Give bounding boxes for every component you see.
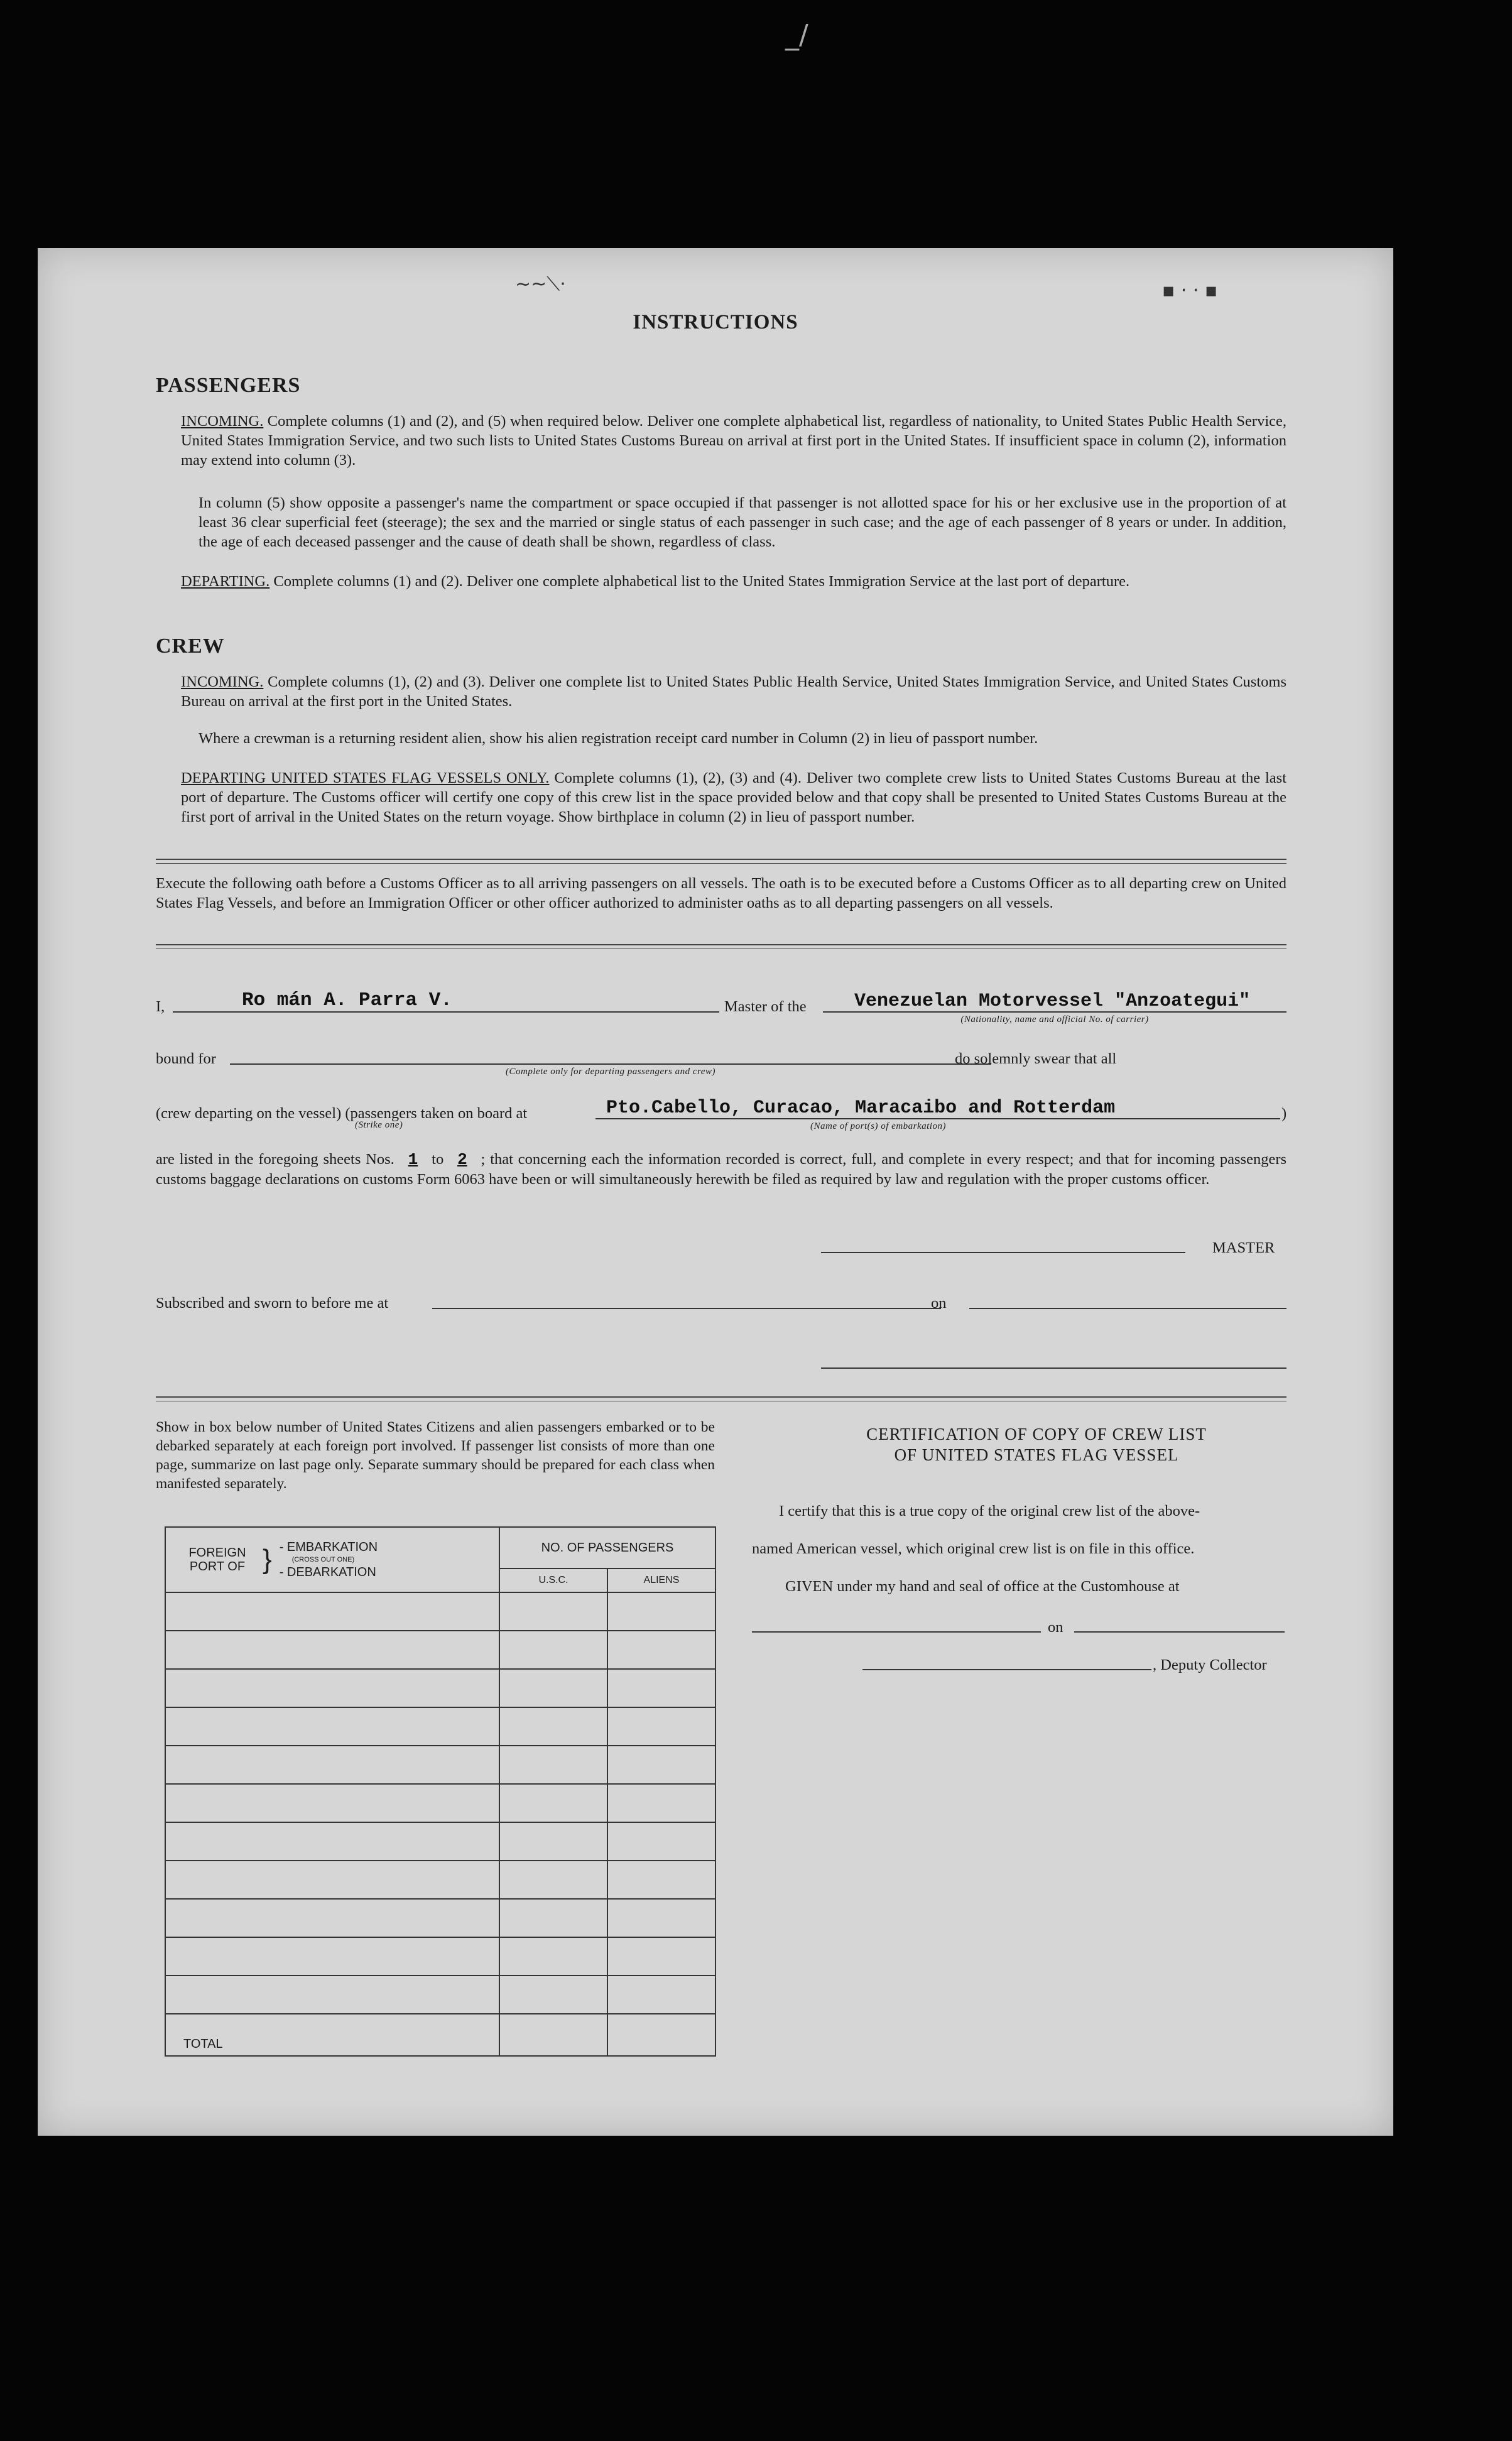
table-row: [165, 1592, 715, 1631]
pen-scribble: ∼~⟍·: [515, 273, 566, 295]
port-cell[interactable]: [165, 1784, 499, 1822]
passenger-summary-table: [165, 1526, 716, 2057]
usc-cell[interactable]: [499, 1746, 607, 1784]
port-cell[interactable]: [165, 1899, 499, 1937]
ports-caption: (Name of port(s) of embarkation): [810, 1121, 946, 1131]
aliens-cell[interactable]: [607, 1822, 715, 1861]
port-cell[interactable]: [165, 1861, 499, 1899]
listed-sheets: [156, 1150, 1286, 1189]
subscribed-date-line: [969, 1308, 1286, 1309]
table-row: [165, 1937, 715, 1976]
cross-out-label: (CROSS OUT ONE): [291, 1556, 355, 1563]
passengers-departing-label: DEPARTING.: [181, 573, 270, 590]
usc-cell[interactable]: [499, 1937, 607, 1976]
port-header: FOREIGN PORT OF: [188, 1546, 246, 1574]
divider-oath: [156, 944, 1286, 949]
master-label: MASTER: [1212, 1239, 1275, 1256]
usc-cell[interactable]: [499, 1784, 607, 1822]
aliens-cell[interactable]: [607, 1669, 715, 1707]
crew-departing: [181, 768, 1286, 827]
table-row: [165, 1669, 715, 1707]
master-name-line: [173, 1011, 719, 1013]
usc-cell[interactable]: [499, 1631, 607, 1669]
scan-mark: _/: [785, 19, 808, 51]
usc-cell[interactable]: [499, 1899, 607, 1937]
crew-incoming-label: INCOMING.: [181, 673, 264, 690]
usc-cell[interactable]: [499, 1592, 607, 1631]
summary-instructions: Show in box below number of United States Citizens and alien passengers embarked or to be debarked separately at each foreign port involved. If passenger list consists of more than one page, summarize on last page only. Separate summary should be prepared for each class when manifested separately.: [156, 1419, 715, 1492]
certification-heading: [779, 1424, 1294, 1465]
ports-close-paren: ): [1281, 1105, 1287, 1122]
subscribed-place-line: [432, 1308, 941, 1309]
port-cell[interactable]: [165, 1746, 499, 1784]
usc-cell[interactable]: [499, 1669, 607, 1707]
swear-label: do solemnly swear that all: [955, 1050, 1117, 1067]
passengers-header: NO. OF PASSENGERS: [499, 1527, 715, 1568]
table-row: [165, 1899, 715, 1937]
crew-returning: Where a crewman is a returning resident alien, show his alien registration receipt card number in Column (2) in lieu of passport number.: [199, 730, 1038, 747]
table-row: [165, 1746, 715, 1784]
sheet-from: 1: [408, 1150, 418, 1169]
table-row: [165, 1707, 715, 1746]
corner-marks: ▪ · · ▪: [1162, 280, 1218, 302]
certification-text1: I certify that this is a true copy of the original crew list of the above-: [779, 1503, 1200, 1520]
brace-icon: }: [263, 1544, 272, 1575]
crew-departing-label: DEPARTING UNITED STATES FLAG VESSELS ONLY.: [181, 769, 550, 786]
page-title: INSTRUCTIONS: [633, 311, 798, 334]
certification-date-line: [1074, 1631, 1285, 1633]
total-label: TOTAL: [165, 2014, 499, 2056]
aliens-cell[interactable]: [607, 1937, 715, 1976]
passengers-column5: In column (5) show opposite a passenger's name the compartment or space occupied if that passenger is not allotted space for his or her exclusive use in the proportion of at least 36 clear superficial feet (steerage); the sex and the married or single status of each passenger in such case; and the age of each passenger of 8 years or under. In addition, the age of each deceased passenger and the cause of death shall be shown, regardless of class.: [199, 494, 1286, 550]
bound-for-label: bound for: [156, 1050, 216, 1067]
subscribed-label: Subscribed and sworn to before me at: [156, 1295, 389, 1312]
crew-heading: CREW: [156, 634, 225, 658]
usc-header: U.S.C.: [499, 1568, 607, 1592]
officer-signature-line: [821, 1367, 1286, 1369]
embarkation-label: - EMBARKATION: [279, 1540, 378, 1554]
passengers-departing-text: Complete columns (1) and (2). Deliver one complete alphabetical list to the United States Immigration Service at the last port of departure.: [273, 573, 1130, 590]
vessel-name: Venezuelan Motorvessel "Anzoategui": [854, 991, 1251, 1012]
port-cell[interactable]: [165, 1707, 499, 1746]
total-row: [165, 2014, 715, 2056]
master-of-label: Master of the: [724, 998, 807, 1015]
crew-departing-text: Complete columns (1), (2), (3) and (4). Deliver two complete crew lists to United States Customs Bureau at the last port of departure. The Customs officer will certify one copy of this crew list in the space provided below and that copy shall be presented to United States Customs Bureau at the first port of arrival in the United States on the return voyage. Show birthplace in column (2) in lieu of passport number.: [181, 769, 1286, 825]
certification-heading-line2: OF UNITED STATES FLAG VESSEL: [894, 1445, 1179, 1464]
passengers-heading: PASSENGERS: [156, 374, 301, 397]
certification-heading-line1: CERTIFICATION OF COPY OF CREW LIST: [866, 1425, 1207, 1443]
passengers-departing: [181, 572, 1286, 591]
crew-departing-label-line: (crew departing on the vessel) (passengers taken on board at: [156, 1105, 528, 1122]
oath-instructions: Execute the following oath before a Customs Officer as to all arriving passengers on all vessels. The oath is to be executed before a Customs Officer as to all departing crew on United States Flag Vessels, and before an Immigration Officer or other officer authorized to administer oaths as to all departing passengers on all vessels.: [156, 875, 1286, 911]
deputy-signature-line: [862, 1669, 1151, 1670]
strike-caption: (Strike one): [355, 1120, 403, 1130]
port-cell[interactable]: [165, 1822, 499, 1861]
port-cell[interactable]: [165, 1937, 499, 1976]
form-page: [38, 248, 1393, 2136]
aliens-header: ALIENS: [607, 1568, 715, 1592]
port-cell[interactable]: [165, 1631, 499, 1669]
usc-cell[interactable]: [499, 1861, 607, 1899]
usc-cell[interactable]: [499, 1976, 607, 2014]
passengers-incoming-text: Complete columns (1) and (2), and (5) when required below. Deliver one complete alphabetical list, regardless of nationality, to United States Public Health Service, United States Immigration Service, and two such lists to United States Customs Bureau on arrival at first port in the United States. If insufficient space in column (2), information may extend into column (3).: [181, 413, 1287, 469]
certification-text3: GIVEN under my hand and seal of office at the Customhouse at: [785, 1578, 1180, 1595]
vessel-caption: (Nationality, name and official No. of carrier): [960, 1014, 1149, 1025]
table-row: [165, 1784, 715, 1822]
port-cell[interactable]: [165, 1592, 499, 1631]
bound-for-line: [230, 1063, 991, 1065]
to-label: to: [432, 1151, 444, 1168]
master-name: Ro mán A. Parra V.: [242, 989, 452, 1011]
table-row: [165, 1861, 715, 1899]
table-row: [165, 1631, 715, 1669]
crew-incoming: [181, 672, 1286, 711]
usc-cell[interactable]: [499, 1707, 607, 1746]
port-header-cell: [165, 1527, 499, 1592]
listed-rest: ; that concerning each the information recorded is correct, full, and complete in every respect; and that for incoming passengers customs baggage declarations on customs Form 6063 have been or will simultaneously herewith be filed as required by law and regulation with the proper customs officer.: [156, 1151, 1287, 1188]
ports-value: Pto.Cabello, Curacao, Maracaibo and Rotterdam: [606, 1097, 1116, 1119]
bound-for-caption: (Complete only for departing passengers and crew): [506, 1067, 715, 1077]
divider-summary: [156, 1396, 1286, 1401]
port-cell[interactable]: [165, 1976, 499, 2014]
deputy-collector-label: , Deputy Collector: [1153, 1656, 1267, 1673]
aliens-cell[interactable]: [607, 1592, 715, 1631]
debarkation-label: - DEBARKATION: [279, 1565, 376, 1579]
table-row: [165, 1822, 715, 1861]
port-cell[interactable]: [165, 1669, 499, 1707]
sheet-to: 2: [457, 1150, 467, 1169]
table-row: [165, 1976, 715, 2014]
certification-text2: named American vessel, which original crew list is on file in this office.: [752, 1540, 1195, 1557]
divider-top: [156, 859, 1286, 864]
aliens-cell[interactable]: [607, 1746, 715, 1784]
passengers-incoming: [181, 411, 1286, 470]
usc-cell[interactable]: [499, 1822, 607, 1861]
total-aliens-cell[interactable]: [607, 2014, 715, 2056]
aliens-cell[interactable]: [607, 1784, 715, 1822]
aliens-cell[interactable]: [607, 1631, 715, 1669]
aliens-cell[interactable]: [607, 1976, 715, 2014]
subscribed-on-label: on: [931, 1295, 947, 1312]
aliens-cell[interactable]: [607, 1899, 715, 1937]
oath-i-label: I,: [156, 998, 165, 1015]
listed-label: are listed in the foregoing sheets Nos.: [156, 1151, 394, 1168]
aliens-cell[interactable]: [607, 1861, 715, 1899]
crew-incoming-text: Complete columns (1), (2) and (3). Deliver one complete list to United States Public Health Service, United States Immigration Service, and United States Customs Bureau on arrival at the first port in the United States.: [181, 673, 1286, 710]
certification-on-label: on: [1048, 1619, 1063, 1636]
aliens-cell[interactable]: [607, 1707, 715, 1746]
customhouse-line: [752, 1631, 1041, 1633]
passengers-incoming-label: INCOMING.: [181, 413, 264, 430]
total-usc-cell[interactable]: [499, 2014, 607, 2056]
master-signature-line: [821, 1252, 1185, 1253]
